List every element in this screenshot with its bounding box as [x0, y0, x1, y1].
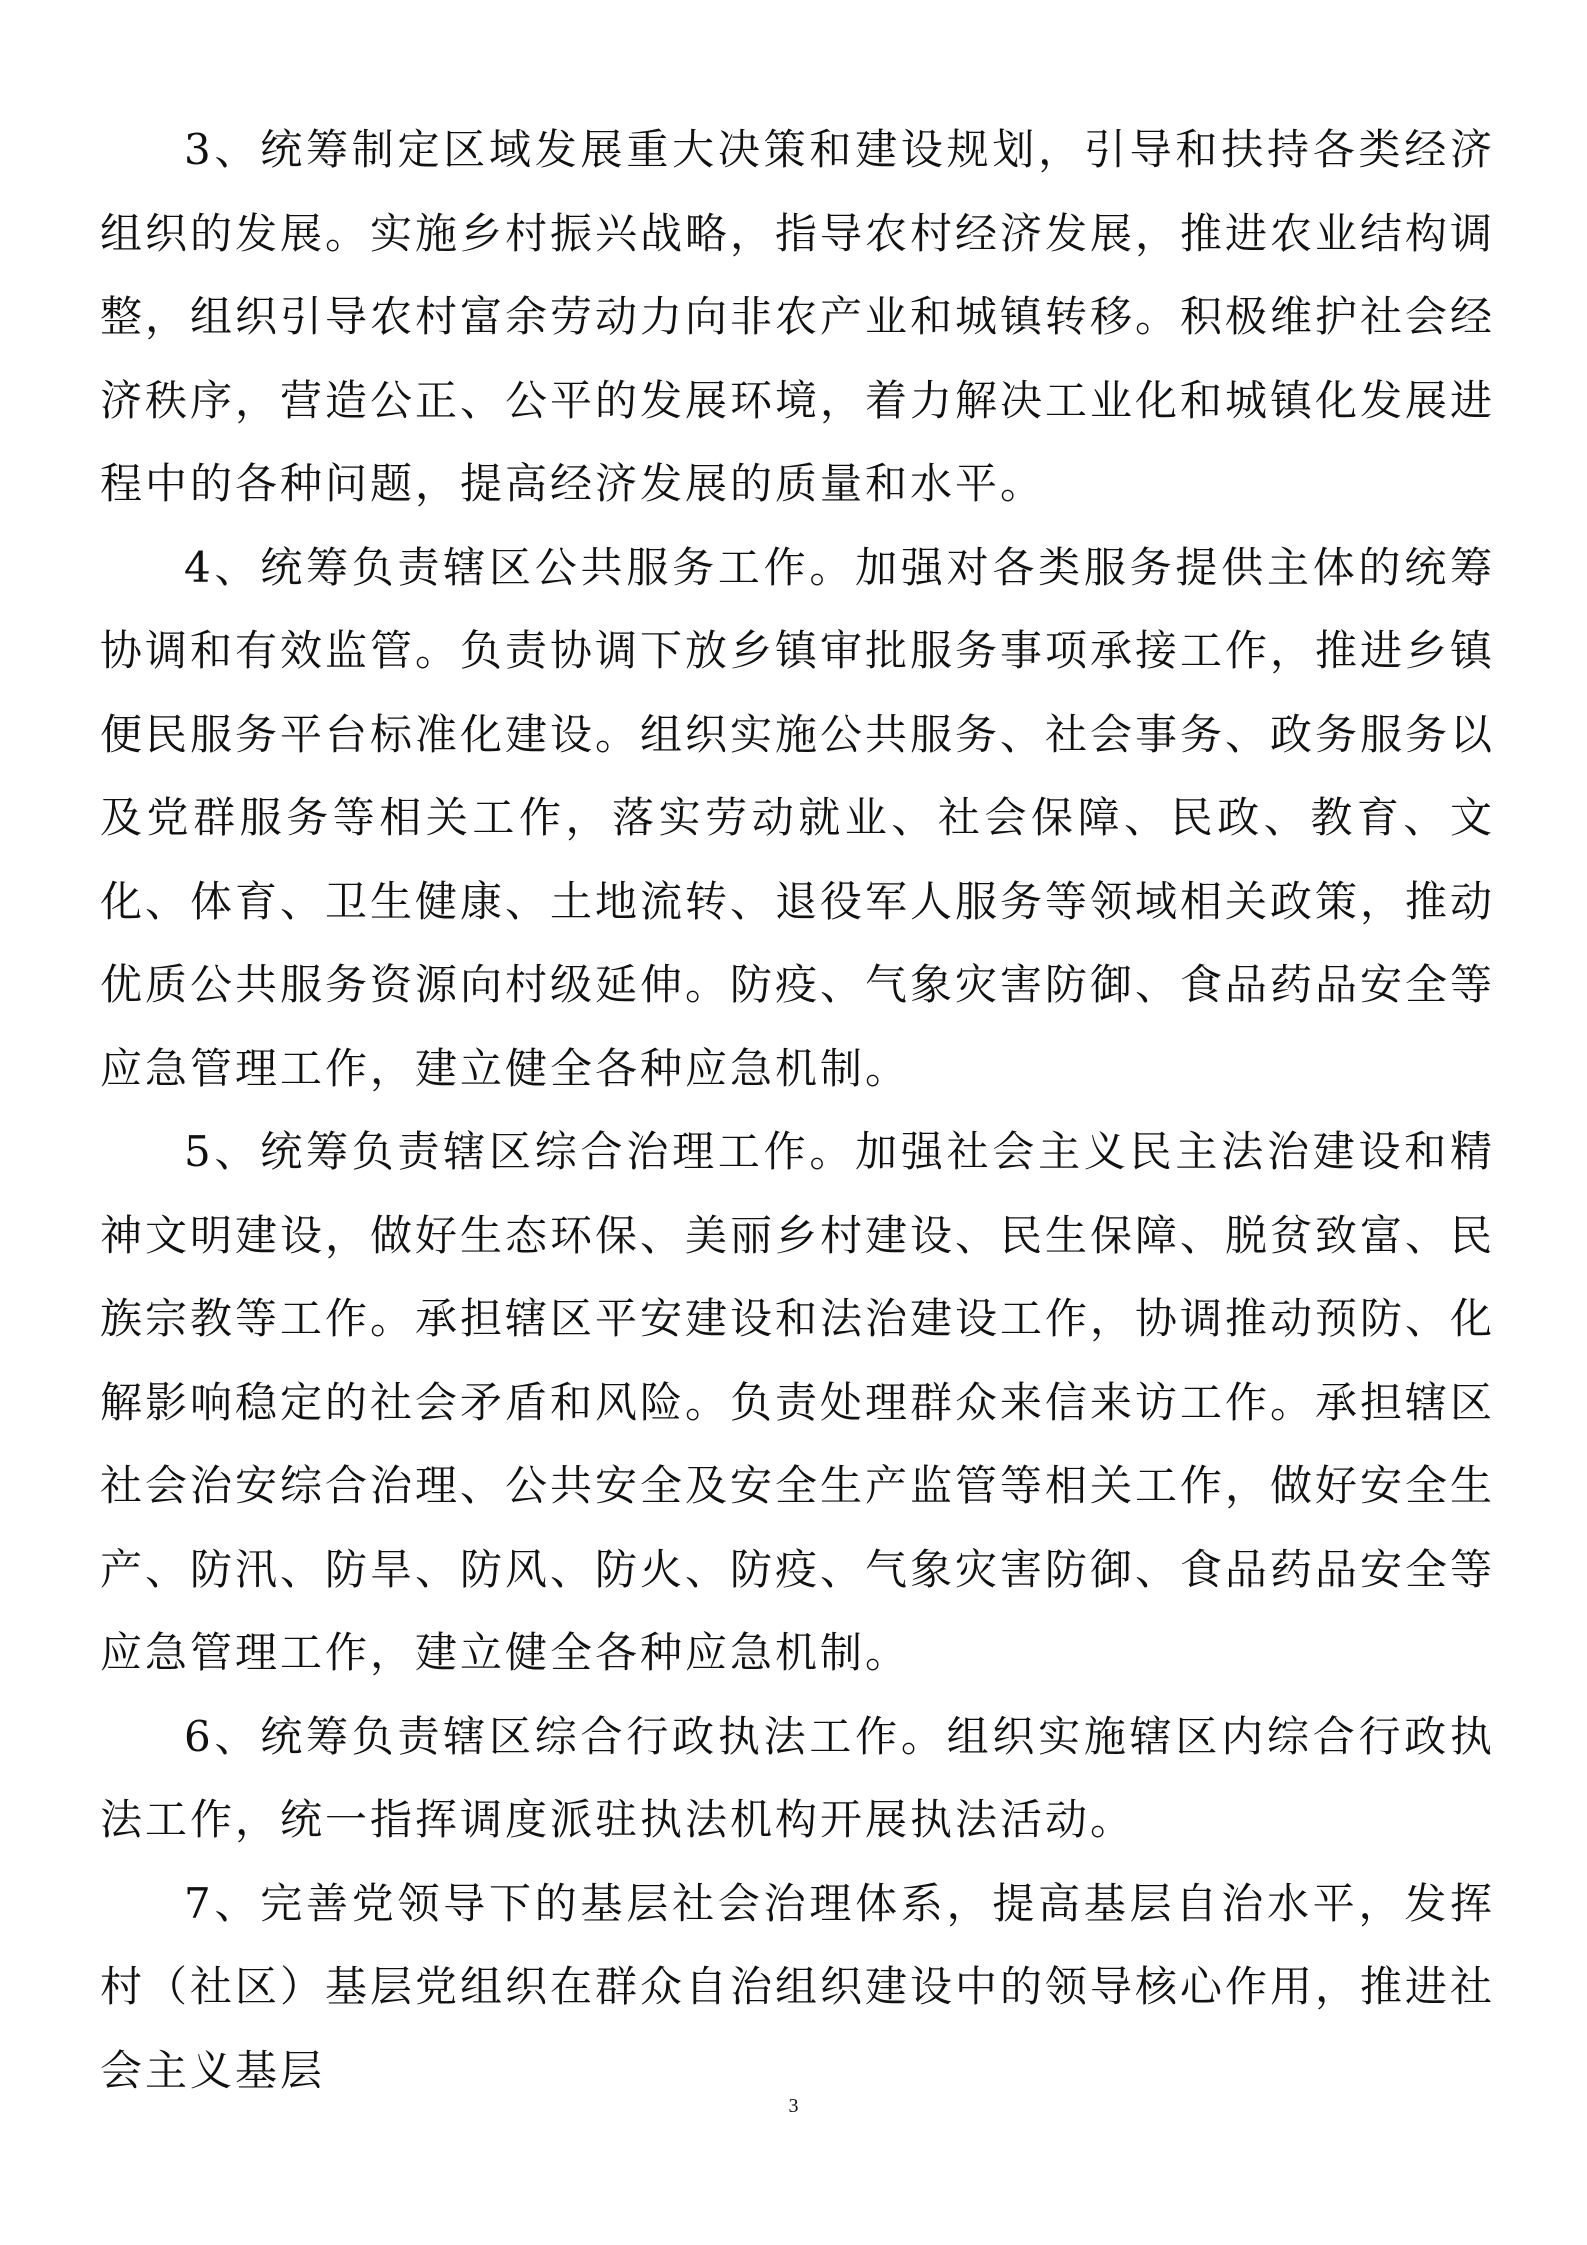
paragraph-item-4: 4、统筹负责辖区公共服务工作。加强对各类服务提供主体的统筹协调和有效监管。负责协调下放乡镇审批服务事项承接工作，推进乡镇便民服务平台标准化建设。组织实施公共服务、社会事务、政务服务以及党群服务等相关工作，落实劳动就业、社会保障、民政、教育、文化、体育、卫生健康、土地流转、退役军人服务等领域相关政策，推动优质公共服务资源向村级延伸。防疫、气象灾害防御、食品药品安全等应急管理工作，建立健全各种应急机制。 — [100, 542, 1496, 1093]
paragraph-item-5: 5、统筹负责辖区综合治理工作。加强社会主义民主法治建设和精神文明建设，做好生态环保、美丽乡村建设、民生保障、脱贫致富、民族宗教等工作。承担辖区平安建设和法治建设工作，协调推动预防、化解影响稳定的社会矛盾和风险。负责处理群众来信来访工作。承担辖区社会治安综合治理、公共安全及安全生产监管等相关工作，做好安全生产、防汛、防旱、防风、防火、防疫、气象灾害防御、食品药品安全等应急管理工作，建立健全各种应急机制。 — [100, 1127, 1496, 1677]
paragraph-item-3: 3、统筹制定区域发展重大决策和建设规划，引导和扶持各类经济组织的发展。实施乡村振兴战略，指导农村经济发展，推进农业结构调整，组织引导农村富余劳动力向非农产业和城镇转移。积极维护社会经济秩序，营造公正、公平的发展环境，着力解决工业化和城镇化发展进程中的各种问题，提高经济发展的质量和水平。 — [100, 125, 1496, 508]
paragraph-item-7: 7、完善党领导下的基层社会治理体系，提高基层自治水平，发挥村（社区）基层党组织在群众自治组织建设中的领导核心作用，推进社会主义基层 — [100, 1878, 1496, 2095]
document-body — [100, 108, 1495, 2112]
paragraph-item-6: 6、统筹负责辖区综合行政执法工作。组织实施辖区内综合行政执法工作，统一指挥调度派驻执法机构开展执法活动。 — [100, 1711, 1495, 1844]
page-number: 3 — [788, 2095, 799, 2117]
